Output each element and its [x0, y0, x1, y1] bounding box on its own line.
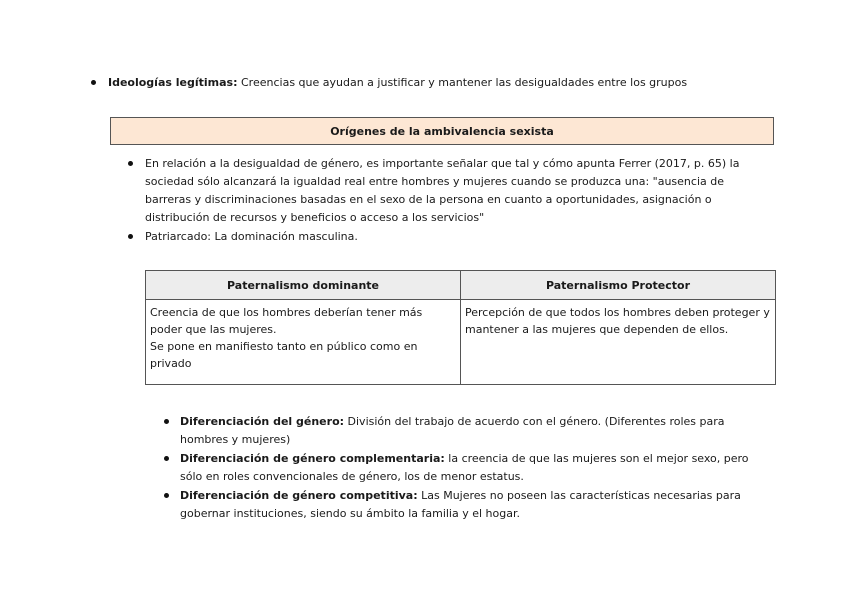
genero-text: División del trabajo de acuerdo con el género. (Diferentes roles para hombres y mujeres) — [180, 415, 725, 446]
ideologias-bullet — [91, 74, 791, 92]
cell-protector — [461, 300, 776, 385]
table-header-row — [146, 271, 776, 300]
section-bullet-2-text: Patriarcado: La dominación masculina. — [145, 230, 358, 243]
diferenciacion-complementaria-bullet — [164, 450, 764, 486]
protector-text: Percepción de que todos los hombres deben proteger y mantener a las mujeres que dependen de ellos. — [465, 306, 770, 336]
table-row — [146, 300, 776, 385]
section-bullet-1-text: En relación a la desigualdad de género, es importante señalar que tal y cómo apunta Ferrer (2017, p. 65) la sociedad sólo alcanzará la igualdad real entre hombres y mujeres cuando se produzca una: "ausencia de barreras y discriminaciones basadas en el sexo de la persona en cuanto a oportunidades, asignación o distribución de recursos y beneficios o acceso a los servicios" — [145, 157, 740, 224]
ideologias-term: Ideologías legítimas: — [108, 76, 238, 89]
paternalism-table — [145, 270, 776, 385]
ideologias-text: Creencias que ayudan a justificar y mantener las desigualdades entre los grupos — [241, 76, 688, 89]
bullet-icon — [128, 234, 133, 239]
complementaria-text: la creencia de que las mujeres son el mejor sexo, pero sólo en roles convencionales de género, los de menor estatus. — [180, 452, 749, 483]
competitiva-term: Diferenciación de género competitiva: — [180, 489, 418, 502]
bullet-icon — [164, 419, 169, 424]
section-bullet-2 — [128, 228, 748, 246]
cell-dominante — [146, 300, 461, 385]
diferenciacion-genero-bullet — [164, 413, 744, 449]
competitiva-text: Las Mujeres no poseen las características necesarias para gobernar instituciones, siendo su ámbito la familia y el hogar. — [180, 489, 741, 520]
header-protector: Paternalismo Protector — [461, 271, 776, 300]
section-bullet-1 — [128, 155, 748, 227]
dominante-text-2: Se pone en manifiesto tanto en público como en privado — [150, 340, 418, 370]
dominante-text: Creencia de que los hombres deberían tener más poder que las mujeres. — [150, 306, 423, 336]
section-header-box — [110, 117, 774, 145]
genero-term: Diferenciación del género: — [180, 415, 345, 428]
bullet-icon — [164, 456, 169, 461]
section-header-title: Orígenes de la ambivalencia sexista — [330, 124, 554, 138]
bullet-icon — [128, 161, 133, 166]
diferenciacion-competitiva-bullet — [164, 487, 764, 523]
bullet-icon — [91, 80, 96, 85]
complementaria-term: Diferenciación de género complementaria: — [180, 452, 445, 465]
header-dominante: Paternalismo dominante — [146, 271, 461, 300]
bullet-icon — [164, 493, 169, 498]
